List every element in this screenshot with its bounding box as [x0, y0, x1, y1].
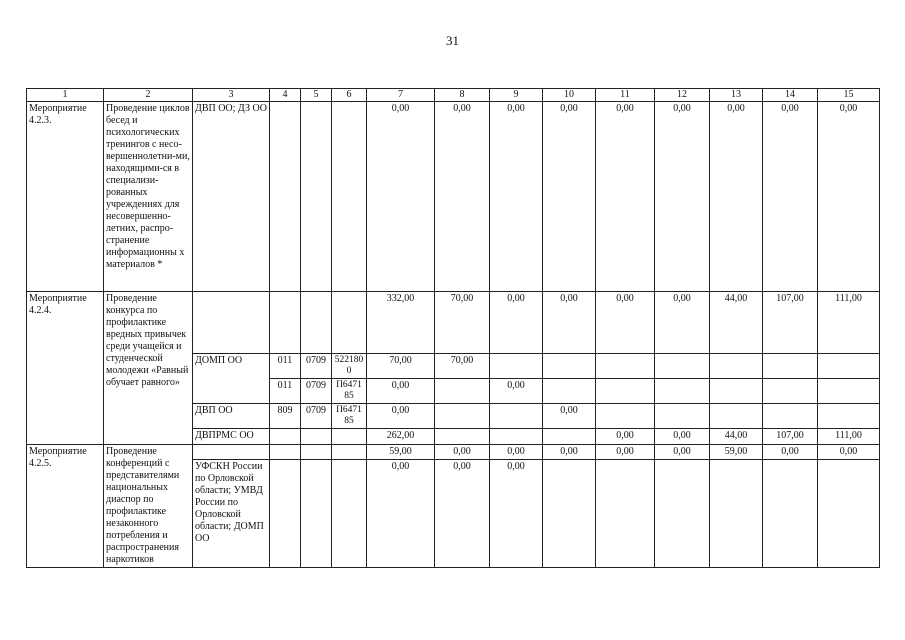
- value-cell: 0,00: [367, 460, 435, 568]
- header-cell: 15: [818, 89, 880, 102]
- cell-empty: [301, 445, 332, 460]
- measure-code: Мероприятие 4.2.5.: [27, 445, 104, 568]
- value-cell: 0,00: [763, 102, 818, 292]
- value-cell: 0,00: [818, 102, 880, 292]
- cell-empty: [435, 379, 490, 404]
- cell-empty: [818, 354, 880, 379]
- cell-empty: [270, 445, 301, 460]
- value-cell: 0,00: [367, 404, 435, 429]
- header-row: [27, 89, 880, 102]
- cell-empty: [655, 404, 710, 429]
- value-cell: 0,00: [655, 292, 710, 354]
- cell-empty: [543, 354, 596, 379]
- header-cell: 5: [301, 89, 332, 102]
- cell-empty: [596, 379, 655, 404]
- value-cell: 0,00: [763, 445, 818, 460]
- header-cell: 7: [367, 89, 435, 102]
- value-cell: 0,00: [543, 292, 596, 354]
- value-cell: 107,00: [763, 429, 818, 445]
- value-cell: 107,00: [763, 292, 818, 354]
- value-cell: 70,00: [435, 292, 490, 354]
- cell-empty: [710, 379, 763, 404]
- value-cell: 70,00: [367, 354, 435, 379]
- value-cell: 44,00: [710, 292, 763, 354]
- cell-empty: [332, 445, 367, 460]
- header-cell: 6: [332, 89, 367, 102]
- measure-title: Проведение циклов бесед и психологических тренингов с несо-вершеннолетни-ми, находящими-ся в специализи-рованных учреждениях для несовершенно-летних, распро-странение информационны х материалов *: [104, 102, 193, 292]
- value-cell: 0,00: [543, 445, 596, 460]
- value-cell: 59,00: [710, 445, 763, 460]
- cell-empty: [301, 292, 332, 354]
- cell-empty: [332, 102, 367, 292]
- measure-row-4-2-5: [27, 445, 880, 460]
- value-cell: 44,00: [710, 429, 763, 445]
- cell-empty: [710, 404, 763, 429]
- cell-empty: [543, 429, 596, 445]
- measure-row-4-2-3: [27, 102, 880, 292]
- cell-empty: [596, 460, 655, 568]
- header-cell: 1: [27, 89, 104, 102]
- value-cell: 0,00: [596, 429, 655, 445]
- executor: ДВПРМС ОО: [193, 429, 270, 445]
- cell-empty: [332, 292, 367, 354]
- value-cell: 0,00: [490, 292, 543, 354]
- measure-title: Проведение конкурса по профилактике вредных привычек среди учащейся и студенческой молодежи «Равный обучает равного»: [104, 292, 193, 445]
- executor: ДВП ОО: [193, 404, 270, 429]
- executor: УФСКН России по Орловской области; УМВД России по Орловской области; ДОМП ОО: [193, 460, 270, 568]
- value-cell: 809: [270, 404, 301, 429]
- value-cell: 0,00: [596, 102, 655, 292]
- value-cell: 0,00: [818, 445, 880, 460]
- value-cell: 111,00: [818, 292, 880, 354]
- value-cell: 111,00: [818, 429, 880, 445]
- value-cell: 011: [270, 379, 301, 404]
- header-cell: 11: [596, 89, 655, 102]
- value-cell: 0,00: [367, 379, 435, 404]
- cell-empty: [818, 379, 880, 404]
- value-cell: 0,00: [435, 460, 490, 568]
- value-cell: 0,00: [655, 429, 710, 445]
- value-cell: 5221800: [332, 354, 367, 379]
- header-cell: 2: [104, 89, 193, 102]
- value-cell: 0,00: [435, 445, 490, 460]
- value-cell: 0,00: [490, 445, 543, 460]
- value-cell: 0,00: [596, 445, 655, 460]
- measure-title: Проведение конференций с представителями национальных диаспор по профилактике незаконного потребления и распространения наркотиков: [104, 445, 193, 568]
- measure-row-4-2-4: [27, 292, 880, 354]
- cell-empty: [301, 460, 332, 568]
- value-cell: 0709: [301, 404, 332, 429]
- header-cell: 3: [193, 89, 270, 102]
- cell-empty: [435, 404, 490, 429]
- cell-empty: [655, 379, 710, 404]
- value-cell: 0,00: [435, 102, 490, 292]
- cell-empty: [332, 429, 367, 445]
- cell-empty: [490, 404, 543, 429]
- value-cell: 0709: [301, 354, 332, 379]
- cell-empty: [763, 404, 818, 429]
- value-cell: 332,00: [367, 292, 435, 354]
- header-cell: 14: [763, 89, 818, 102]
- cell-empty: [710, 354, 763, 379]
- cell-empty: [435, 429, 490, 445]
- value-cell: 0,00: [490, 102, 543, 292]
- header-cell: 8: [435, 89, 490, 102]
- cell-empty: [543, 460, 596, 568]
- cell-empty: [270, 429, 301, 445]
- cell-empty: [763, 379, 818, 404]
- value-cell: 59,00: [367, 445, 435, 460]
- cell-empty: [818, 404, 880, 429]
- cell-empty: [710, 460, 763, 568]
- value-cell: 262,00: [367, 429, 435, 445]
- cell-empty: [490, 429, 543, 445]
- cell-empty: [490, 354, 543, 379]
- cell-empty: [193, 445, 270, 460]
- value-cell: 0,00: [367, 102, 435, 292]
- executor: ДОМП ОО: [193, 354, 270, 404]
- header-cell: 4: [270, 89, 301, 102]
- cell-empty: [270, 460, 301, 568]
- cell-empty: [332, 460, 367, 568]
- value-cell: 0,00: [596, 292, 655, 354]
- header-cell: 9: [490, 89, 543, 102]
- executor: ДВП ОО; ДЗ ОО: [193, 102, 270, 292]
- header-cell: 13: [710, 89, 763, 102]
- program-table: [26, 88, 880, 568]
- value-cell: 011: [270, 354, 301, 379]
- value-cell: 0,00: [490, 379, 543, 404]
- cell-empty: [543, 379, 596, 404]
- value-cell: 0,00: [490, 460, 543, 568]
- cell-empty: [818, 460, 880, 568]
- page-number: 31: [446, 33, 459, 48]
- value-cell: 0,00: [655, 445, 710, 460]
- cell-empty: [193, 292, 270, 354]
- value-cell: 0,00: [655, 102, 710, 292]
- value-cell: 0709: [301, 379, 332, 404]
- value-cell: 0,00: [543, 404, 596, 429]
- header-cell: 12: [655, 89, 710, 102]
- value-cell: 0,00: [710, 102, 763, 292]
- value-cell: 0,00: [543, 102, 596, 292]
- cell-empty: [655, 460, 710, 568]
- cell-empty: [596, 404, 655, 429]
- cell-empty: [763, 354, 818, 379]
- measure-code: Мероприятие 4.2.4.: [27, 292, 104, 445]
- cell-empty: [596, 354, 655, 379]
- cell-empty: [763, 460, 818, 568]
- cell-empty: [301, 102, 332, 292]
- value-cell: П647185: [332, 379, 367, 404]
- header-cell: 10: [543, 89, 596, 102]
- value-cell: П647185: [332, 404, 367, 429]
- value-cell: 70,00: [435, 354, 490, 379]
- cell-empty: [301, 429, 332, 445]
- measure-code: Мероприятие 4.2.3.: [27, 102, 104, 292]
- cell-empty: [655, 354, 710, 379]
- cell-empty: [270, 102, 301, 292]
- cell-empty: [270, 292, 301, 354]
